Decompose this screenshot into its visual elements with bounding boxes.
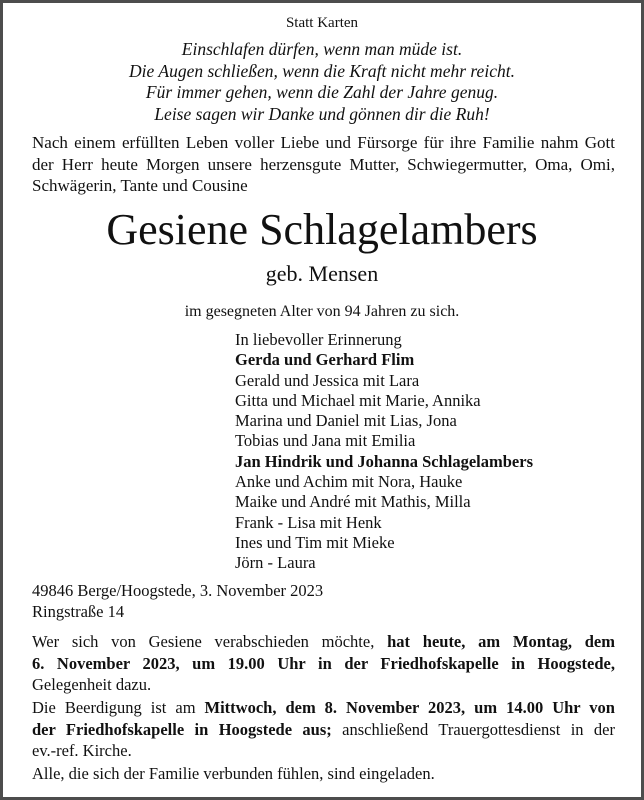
address-block [32,580,323,622]
mourner-line: Anke und Achim mit Nora, Hauke [235,472,463,492]
funeral-paragraph [32,697,615,762]
farewell-text: Gelegenheit dazu. [32,675,152,694]
funeral-line [32,740,615,762]
mourner-line: In liebevoller Erinnerung [235,330,402,349]
mourner-line: Maike und André mit Mathis, Milla [235,492,471,512]
farewell-paragraph [32,631,615,696]
statt-karten-header: Statt Karten [285,15,359,31]
farewell-line [32,674,615,696]
poem-line: Leise sagen wir Danke und gönnen dir die Ruh! [154,103,490,124]
poem-line: Für immer gehen, wenn die Zahl der Jahre genug. [145,82,499,102]
farewell-line [32,631,615,653]
funeral-line [32,719,615,741]
funeral-date-bold: Mittwoch, dem 8. November 2023, um 14.00 Uhr von [204,698,615,717]
farewell-date-bold: 6. November 2023, um 19.00 Uhr in der Friedhofskapelle in Hoogstede, [32,653,615,673]
mourner-line: Jörn - Laura [235,553,316,573]
funeral-text: ev.-ref. Kirche. [32,741,132,760]
age-line: im gesegneten Alter von 94 Jahren zu sich. [184,303,460,320]
mourner-line: Tobias und Jana mit Emilia [235,431,416,451]
farewell-date-bold: hat heute, am Montag, dem [387,632,615,651]
farewell-line [32,653,615,675]
mourner-family-head: Gerda und Gerhard Flim [235,350,415,370]
mourner-family-head: Jan Hindrik und Johanna Schlagelambers [235,451,533,471]
invitation-paragraph [32,763,615,785]
poem-line: Die Augen schließen, wenn die Kraft nicht mehr reicht. [129,60,515,81]
mourner-line: Gerald und Jessica mit Lara [235,370,420,390]
funeral-text: anschließend Trauergottesdienst in der [331,719,616,739]
mourner-line: Gitta und Michael mit Marie, Annika [235,390,481,410]
funeral-text: Die Beerdigung ist am [32,698,205,717]
deceased-name: Gesiene Schlagelambers [106,205,538,254]
funeral-line [32,697,615,719]
birth-name: geb. Mensen [265,261,379,286]
mourners-list [235,330,533,574]
intro-line: Schwägerin, Tante und Cousine [32,176,248,195]
funeral-location-bold: der Friedhofskapelle in Hoogstede aus; [32,719,332,739]
mourner-line: Marina und Daniel mit Lias, Jona [235,411,457,431]
mourner-line: Ines und Tim mit Mieke [235,532,395,552]
place-date: 49846 Berge/Hoogstede, 3. November 2023 [32,581,324,600]
invitation-text: Alle, die sich der Familie verbunden fühlen, sind eingeladen. [32,764,435,783]
intro-line: Nach einem erfüllten Leben voller Liebe und Fürsorge für ihre Familie nahm Gott [32,133,615,152]
farewell-text: Wer sich von Gesiene verabschieden möchte, [32,632,388,651]
poem-line: Einschlafen dürfen, wenn man müde ist. [181,39,463,59]
poem [3,39,641,125]
mourner-line: Frank - Lisa mit Henk [235,512,382,532]
street: Ringstraße 14 [32,602,125,621]
intro-text [32,132,615,197]
intro-line: der Herr heute Morgen unsere herzensgute Mutter, Schwiegermutter, Oma, Omi, [32,154,615,174]
